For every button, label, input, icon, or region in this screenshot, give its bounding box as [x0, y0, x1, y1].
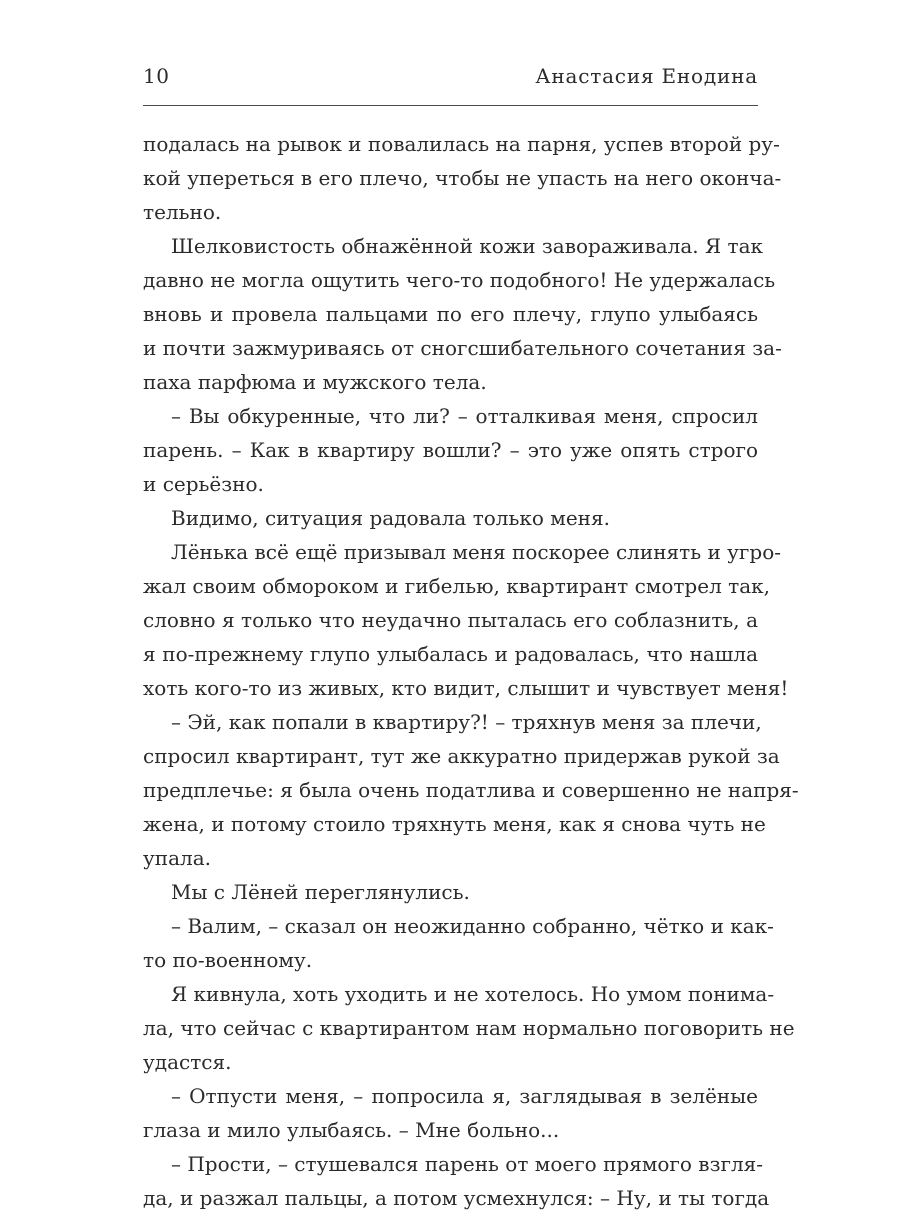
text-line: вновь и провела пальцами по его плечу, глупо улыбаясь — [143, 302, 758, 326]
text-line: упала. — [143, 846, 212, 870]
text-line: Я кивнула, хоть уходить и не хотелось. Но умом понима- — [171, 982, 775, 1006]
text-line: Шелковистость обнажённой кожи завораживала. Я так — [171, 234, 764, 258]
text-line: тельно. — [143, 200, 222, 224]
page-header — [143, 64, 758, 98]
text-line: – Валим, – сказал он неожиданно собранно, чётко и как- — [171, 914, 774, 938]
text-line: кой упереться в его плечо, чтобы не упасть на него оконча- — [143, 166, 782, 190]
text-line: и почти зажмуриваясь от сногсшибательного сочетания за- — [143, 336, 782, 360]
text-line: глаза и мило улыбаясь. – Мне больно... — [143, 1118, 560, 1142]
text-line: – Прости, – стушевался парень от моего прямого взгля- — [171, 1152, 764, 1176]
text-line: жена, и потому стоило тряхнуть меня, как я снова чуть не — [143, 812, 766, 836]
paragraph — [143, 127, 782, 229]
text-line: предплечье: я была очень податлива и совершенно не напря- — [143, 778, 799, 802]
text-line: словно я только что неудачно пыталась его соблазнить, а — [143, 608, 758, 632]
paragraph — [143, 535, 789, 705]
text-line: давно не могла ощутить чего-то подобного! Не удержалась — [143, 268, 776, 292]
page-number: 10 — [143, 64, 170, 88]
paragraph — [143, 705, 799, 875]
text-line: удастся. — [143, 1050, 232, 1074]
paragraph — [143, 909, 774, 977]
text-line: то по-военному. — [143, 948, 313, 972]
paragraph — [143, 1147, 770, 1215]
body-text — [143, 127, 799, 1215]
text-line: – Отпусти меня, – попросила я, заглядывая в зелёные — [171, 1084, 758, 1108]
text-line: парень. – Как в квартиру вошли? – это уже опять строго — [143, 438, 758, 462]
text-line: ла, что сейчас с квартирантом нам нормально поговорить не — [143, 1016, 795, 1040]
paragraph — [143, 977, 795, 1079]
paragraph — [143, 875, 758, 909]
text-line: и серьёзно. — [143, 472, 264, 496]
text-line: я по-прежнему глупо улыбалась и радовалась, что нашла — [143, 642, 758, 666]
text-line: Видимо, ситуация радовала только меня. — [171, 506, 610, 530]
text-line: да, и разжал пальцы, а потом усмехнулся: – Ну, и ты тогда — [143, 1186, 770, 1210]
text-line: жал своим обмороком и гибелью, квартирант смотрел так, — [143, 574, 770, 598]
text-line: хоть кого-то из живых, кто видит, слышит и чувствует меня! — [143, 676, 789, 700]
paragraph — [143, 399, 758, 501]
running-title: Анастасия Енодина — [535, 64, 758, 88]
text-line: – Вы обкуренные, что ли? – отталкивая меня, спросил — [171, 404, 758, 428]
header-rule — [143, 105, 758, 106]
text-line: Мы с Лёней переглянулись. — [171, 880, 470, 904]
text-line: – Эй, как попали в квартиру?! – тряхнув меня за плечи, — [171, 710, 762, 734]
text-line: спросил квартирант, тут же аккуратно придержав рукой за — [143, 744, 780, 768]
paragraph — [143, 1079, 758, 1147]
paragraph — [143, 501, 758, 535]
paragraph — [143, 229, 782, 399]
text-line: паха парфюма и мужского тела. — [143, 370, 487, 394]
text-line: Лёнька всё ещё призывал меня поскорее слинять и угро- — [171, 540, 782, 564]
text-line: подалась на рывок и повалилась на парня, успев второй ру- — [143, 132, 780, 156]
